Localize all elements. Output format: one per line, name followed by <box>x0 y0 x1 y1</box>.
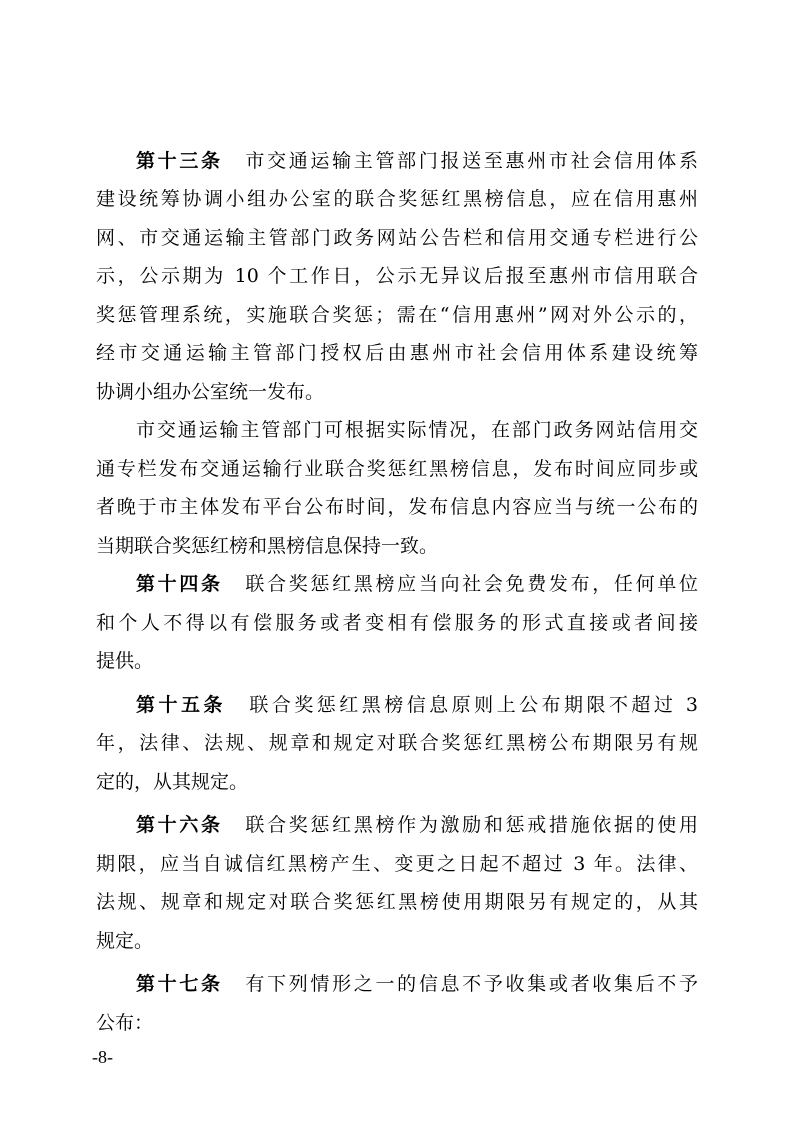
text-line <box>136 810 698 840</box>
text-line: 规定。 <box>96 930 154 952</box>
text-line: 公布： <box>96 1012 154 1034</box>
text-line: 年，法律、法规、规章和规定对联合奖惩红黑榜公布期限另有规 <box>96 732 698 754</box>
text-line <box>136 146 698 176</box>
text-line: 者晚于市主体发布平台公布时间，发布信息内容应当与统一公布的 <box>96 496 698 518</box>
line-text: 联合奖惩红黑榜应当向社会免费发布，任何单位 <box>242 573 698 595</box>
article-number: 第十四条 <box>136 573 223 595</box>
line-text: 市交通运输主管部门报送至惠州市社会信用体系 <box>242 150 698 172</box>
text-line: 经市交通运输主管部门授权后由惠州市社会信用体系建设统筹 <box>96 342 698 364</box>
text-line: 市交通运输主管部门可根据实际情况，在部门政务网站信用交 <box>136 419 698 441</box>
text-line: 提供。 <box>96 650 154 672</box>
line-text: 联合奖惩红黑榜信息原则上公布期限不超过 3 <box>245 694 698 716</box>
text-line: 网、市交通运输主管部门政务网站公告栏和信用交通专栏进行公 <box>96 227 698 249</box>
text-line <box>136 690 698 720</box>
text-line: 法规、规章和规定对联合奖惩红黑榜使用期限另有规定的，从其 <box>96 891 698 913</box>
text-line: 当期联合奖惩红榜和黑榜信息保持一致。 <box>96 535 439 557</box>
article-number: 第十七条 <box>136 973 223 995</box>
text-line: 和个人不得以有偿服务或者变相有偿服务的形式直接或者间接 <box>96 612 698 634</box>
line-text: 联合奖惩红黑榜作为激励和惩戒措施依据的使用 <box>242 814 698 836</box>
text-line: 示，公示期为 10 个工作日，公示无异议后报至惠州市信用联合 <box>96 265 698 287</box>
text-line: 通专栏发布交通运输行业联合奖惩红黑榜信息，发布时间应同步或 <box>96 458 698 480</box>
page-number: -8- <box>92 1047 113 1067</box>
text-line: 定的，从其规定。 <box>96 771 249 793</box>
text-line <box>136 969 698 999</box>
text-line: 建设统筹协调小组办公室的联合奖惩红黑榜信息，应在信用惠州 <box>96 188 698 210</box>
text-line: 奖惩管理系统，实施联合奖惩；需在“信用惠州”网对外公示的， <box>96 304 698 326</box>
text-line <box>136 569 698 599</box>
article-number: 第十五条 <box>136 694 226 716</box>
line-text: 有下列情形之一的信息不予收集或者收集后不予 <box>242 973 698 995</box>
text-line: 期限，应当自诚信红黑榜产生、变更之日起不超过 3 年。法律、 <box>96 853 698 875</box>
article-number: 第十六条 <box>136 814 223 836</box>
text-line: 协调小组办公室统一发布。 <box>96 381 325 403</box>
article-number: 第十三条 <box>136 150 223 172</box>
